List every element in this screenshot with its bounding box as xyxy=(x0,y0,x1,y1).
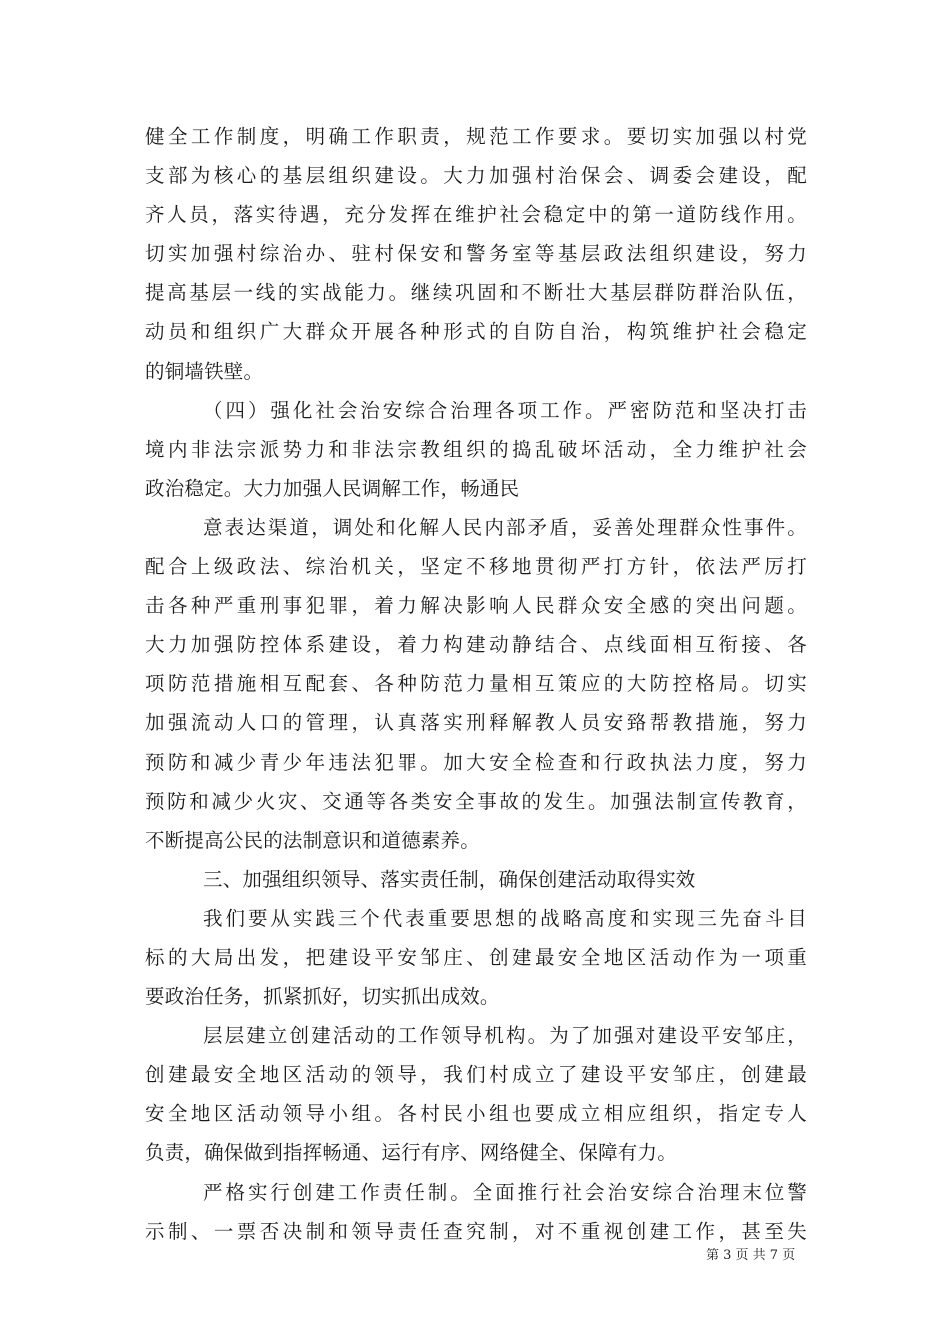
text-line: 意表达渠道，调处和化解人民内部矛盾，妥善处理群众性事件。 xyxy=(203,515,807,539)
text-line: 不断提高公民的法制意识和道德素养。 xyxy=(145,828,480,852)
text-line: （四）强化社会治安综合治理各项工作。严密防范和坚决打击 xyxy=(203,398,807,422)
text-line: 支部为核心的基层组织建设。大力加强村治保会、调委会建设，配 xyxy=(145,164,807,188)
text-line: 齐人员，落实待遇，充分发挥在维护社会稳定中的第一道防线作用。 xyxy=(145,203,807,227)
text-line: 健全工作制度，明确工作职责，规范工作要求。要切实加强以村党 xyxy=(145,125,807,148)
text-line: 负责，确保做到指挥畅通、运行有序、网络健全、保障有力。 xyxy=(145,1141,677,1165)
text-line: 提高基层一线的实战能力。继续巩固和不断壮大基层群防群治队伍， xyxy=(145,281,807,305)
text-line: 境内非法宗派势力和非法宗教组织的捣乱破坏活动，全力维护社会 xyxy=(145,437,807,461)
body-text xyxy=(145,117,807,1251)
text-line: 动员和组织广大群众开展各种形式的自防自治，构筑维护社会稳定 xyxy=(145,320,807,344)
text-line: 预防和减少火灾、交通等各类安全事故的发生。加强法制宣传教育， xyxy=(145,789,807,813)
text-line: 预防和减少青少年违法犯罪。加大安全检查和行政执法力度，努力 xyxy=(145,750,807,774)
text-line: 项防范措施相互配套、各种防范力量相互策应的大防控格局。切实 xyxy=(145,672,807,696)
text-line: 击各种严重刑事犯罪，着力解决影响人民群众安全感的突出问题。 xyxy=(145,594,807,618)
text-line: 要政治任务，抓紧抓好，切实抓出成效。 xyxy=(145,985,500,1009)
text-line: 加强流动人口的管理，认真落实刑释解教人员安臵帮教措施，努力 xyxy=(145,711,807,735)
page-number: 第 3 页 共 7 页 xyxy=(706,1248,796,1263)
text-line: 大力加强防控体系建设，着力构建动静结合、点线面相互衔接、各 xyxy=(145,633,807,657)
text-line: 安全地区活动领导小组。各村民小组也要成立相应组织，指定专人 xyxy=(145,1102,807,1126)
text-line: 层层建立创建活动的工作领导机构。为了加强对建设平安邹庄， xyxy=(203,1024,807,1048)
text-line: 三、加强组织领导、落实责任制，确保创建活动取得实效 xyxy=(203,867,696,891)
text-line: 示制、一票否决制和领导责任查究制，对不重视创建工作，甚至失 xyxy=(145,1219,807,1243)
text-line: 配合上级政法、综治机关，坚定不移地贯彻严打方针，依法严厉打 xyxy=(145,555,807,579)
text-line: 我们要从实践三个代表重要思想的战略高度和实现三先奋斗目 xyxy=(203,906,807,930)
text-line: 标的大局出发，把建设平安邹庄、创建最安全地区活动作为一项重 xyxy=(145,945,807,969)
text-line: 政治稳定。大力加强人民调解工作，畅通民 xyxy=(145,476,520,500)
text-line: 的铜墙铁壁。 xyxy=(145,359,264,383)
text-line: 切实加强村综治办、驻村保安和警务室等基层政法组织建设，努力 xyxy=(145,242,807,266)
text-line: 严格实行创建工作责任制。全面推行社会治安综合治理末位警 xyxy=(203,1180,807,1204)
text-line: 创建最安全地区活动的领导，我们村成立了建设平安邹庄，创建最 xyxy=(145,1063,807,1087)
